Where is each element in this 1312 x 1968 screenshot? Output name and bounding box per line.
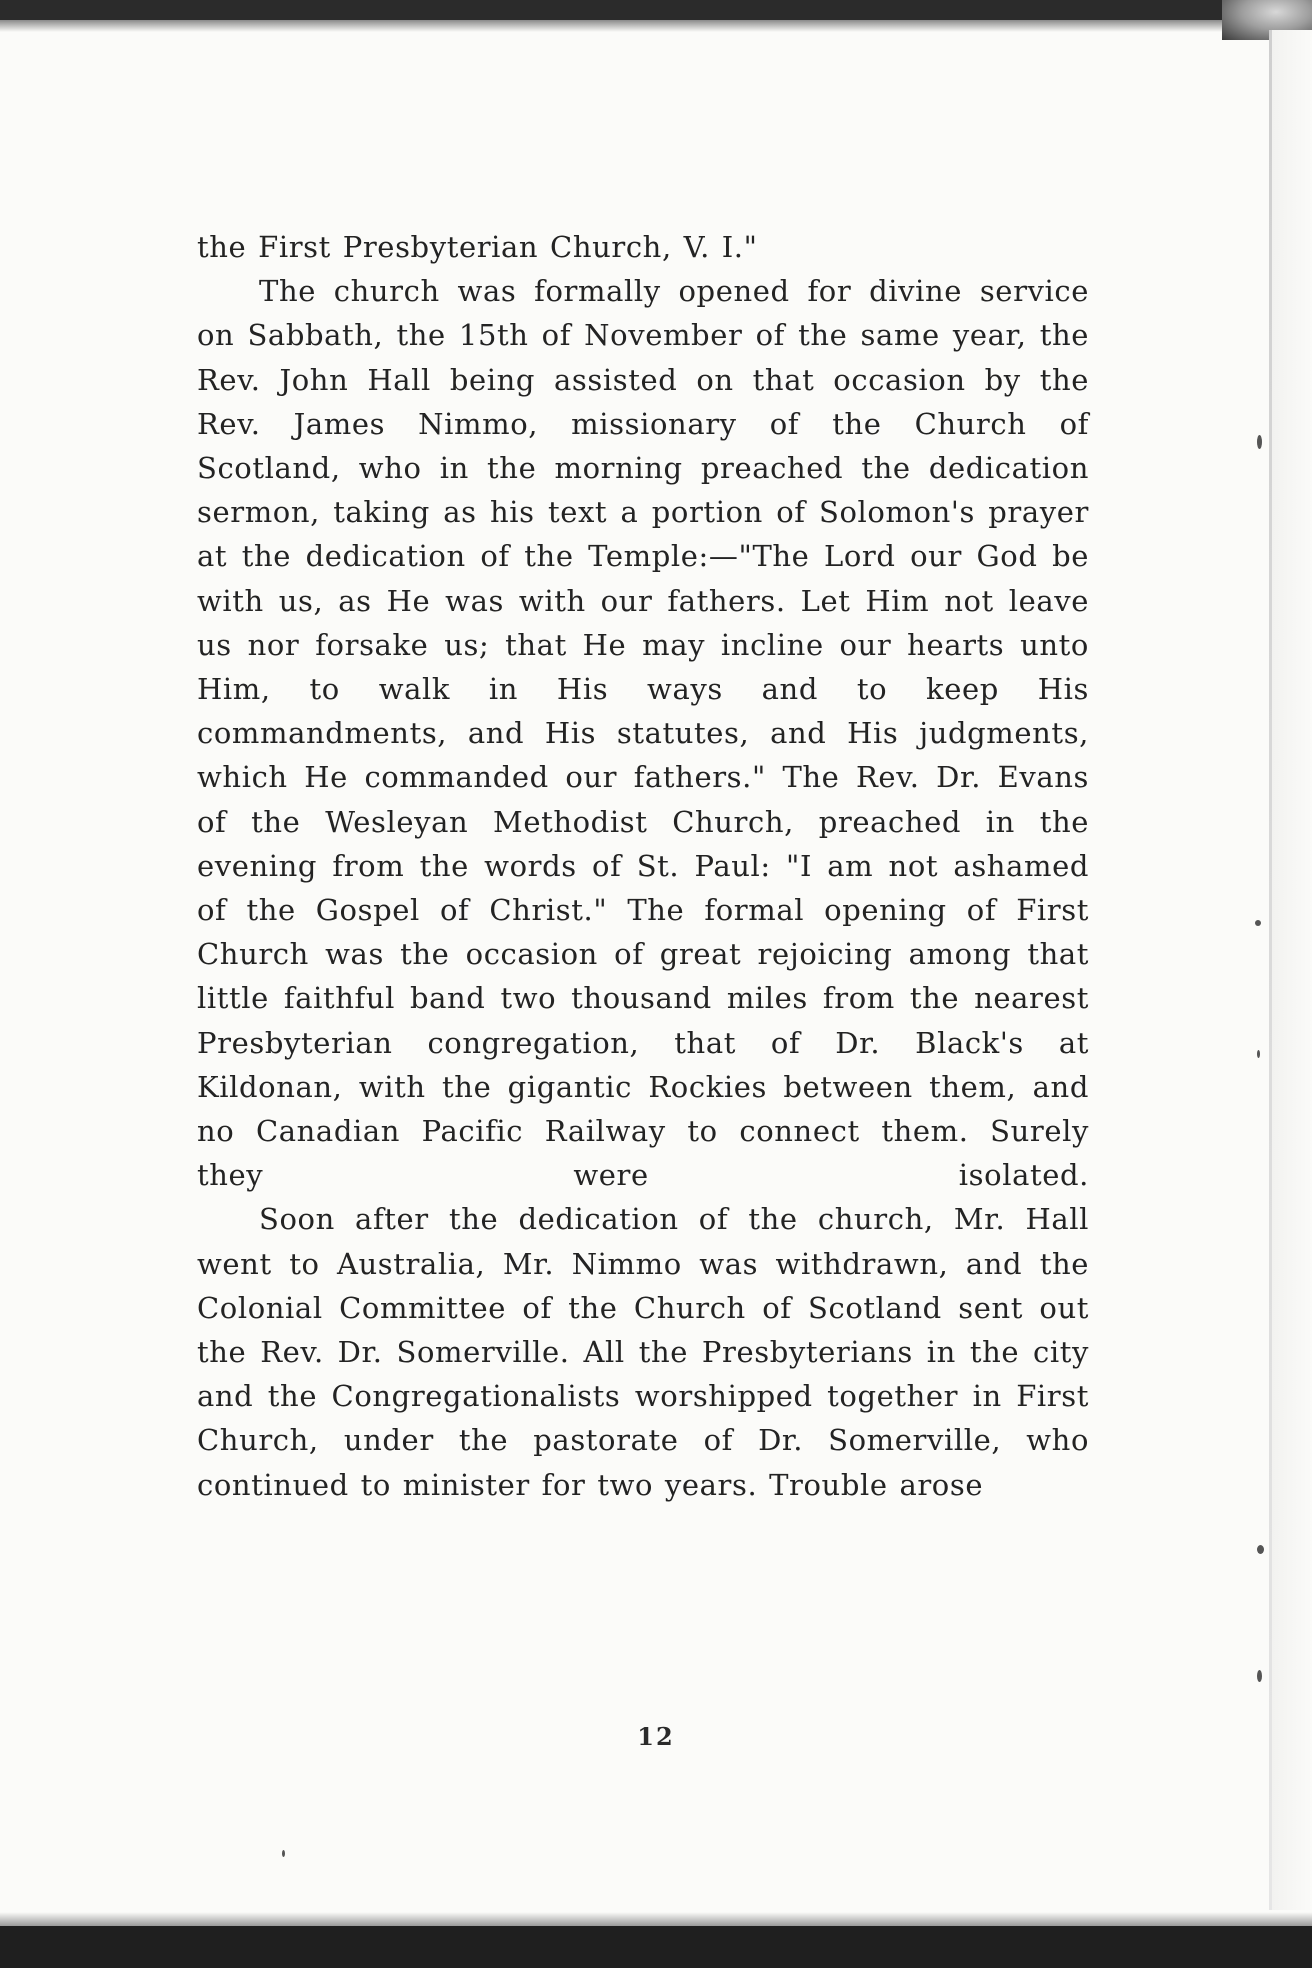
scan-edge-top-fade (0, 20, 1312, 32)
scan-edge-top (0, 0, 1312, 20)
page-gutter-line (1269, 30, 1272, 1910)
scan-edge-bottom-fade (0, 1912, 1312, 1926)
page-number: 12 (637, 1722, 675, 1751)
scan-speck (1255, 920, 1261, 926)
scan-speck (1257, 435, 1262, 449)
scan-edge-bottom (0, 1926, 1312, 1968)
scan-speck (1257, 1545, 1264, 1554)
scan-speck (1257, 1050, 1260, 1058)
body-text (197, 225, 1089, 1507)
scan-speck (1257, 1670, 1262, 1682)
scan-speck (282, 1850, 285, 1857)
paragraph-somerville: Soon after the dedication of the church, Mr. Hall went to Australia, Mr. Nimmo was withdrawn, and the Colonial Committee of the Church of Scotland sent out the Rev. Dr. Somerville. All the Presbyterians in the city and the Congregationalists worshipped together in First Church, under the pastorate of Dr. Somerville, who continued to minister for two years. Trouble arose (197, 1202, 1089, 1502)
continuation-line: the First Presbyterian Church, V. I." (197, 230, 758, 264)
page-gutter-shadow (1272, 30, 1312, 1910)
paragraph-church-opening: The church was formally opened for divine service on Sabbath, the 15th of November of the same year, the Rev. John Hall being assisted on that occasion by the Rev. James Nimmo, missionary of the Church of Scotland, who in the morning preached the dedication sermon, taking as his text a portion of Solomon's prayer at the dedication of the Temple:—"The Lord our God be with us, as He was with our fathers. Let Him not leave us nor forsake us; that He may incline our hearts unto Him, to walk in His ways and to keep His commandments, and His statutes, and His judgments, which He commanded our fathers." The Rev. Dr. Evans of the Wesleyan Methodist Church, preached in the evening from the words of St. Paul: "I am not ashamed of the Gospel of Christ." The formal opening of First Church was the occasion of great rejoicing among that little faithful band two thousand miles from the nearest Presbyterian congregation, that of Dr. Black's at Kildonan, with the gigantic Rockies between them, and no Canadian Pacific Railway to connect them. Surely they were isolated. (197, 274, 1089, 1193)
